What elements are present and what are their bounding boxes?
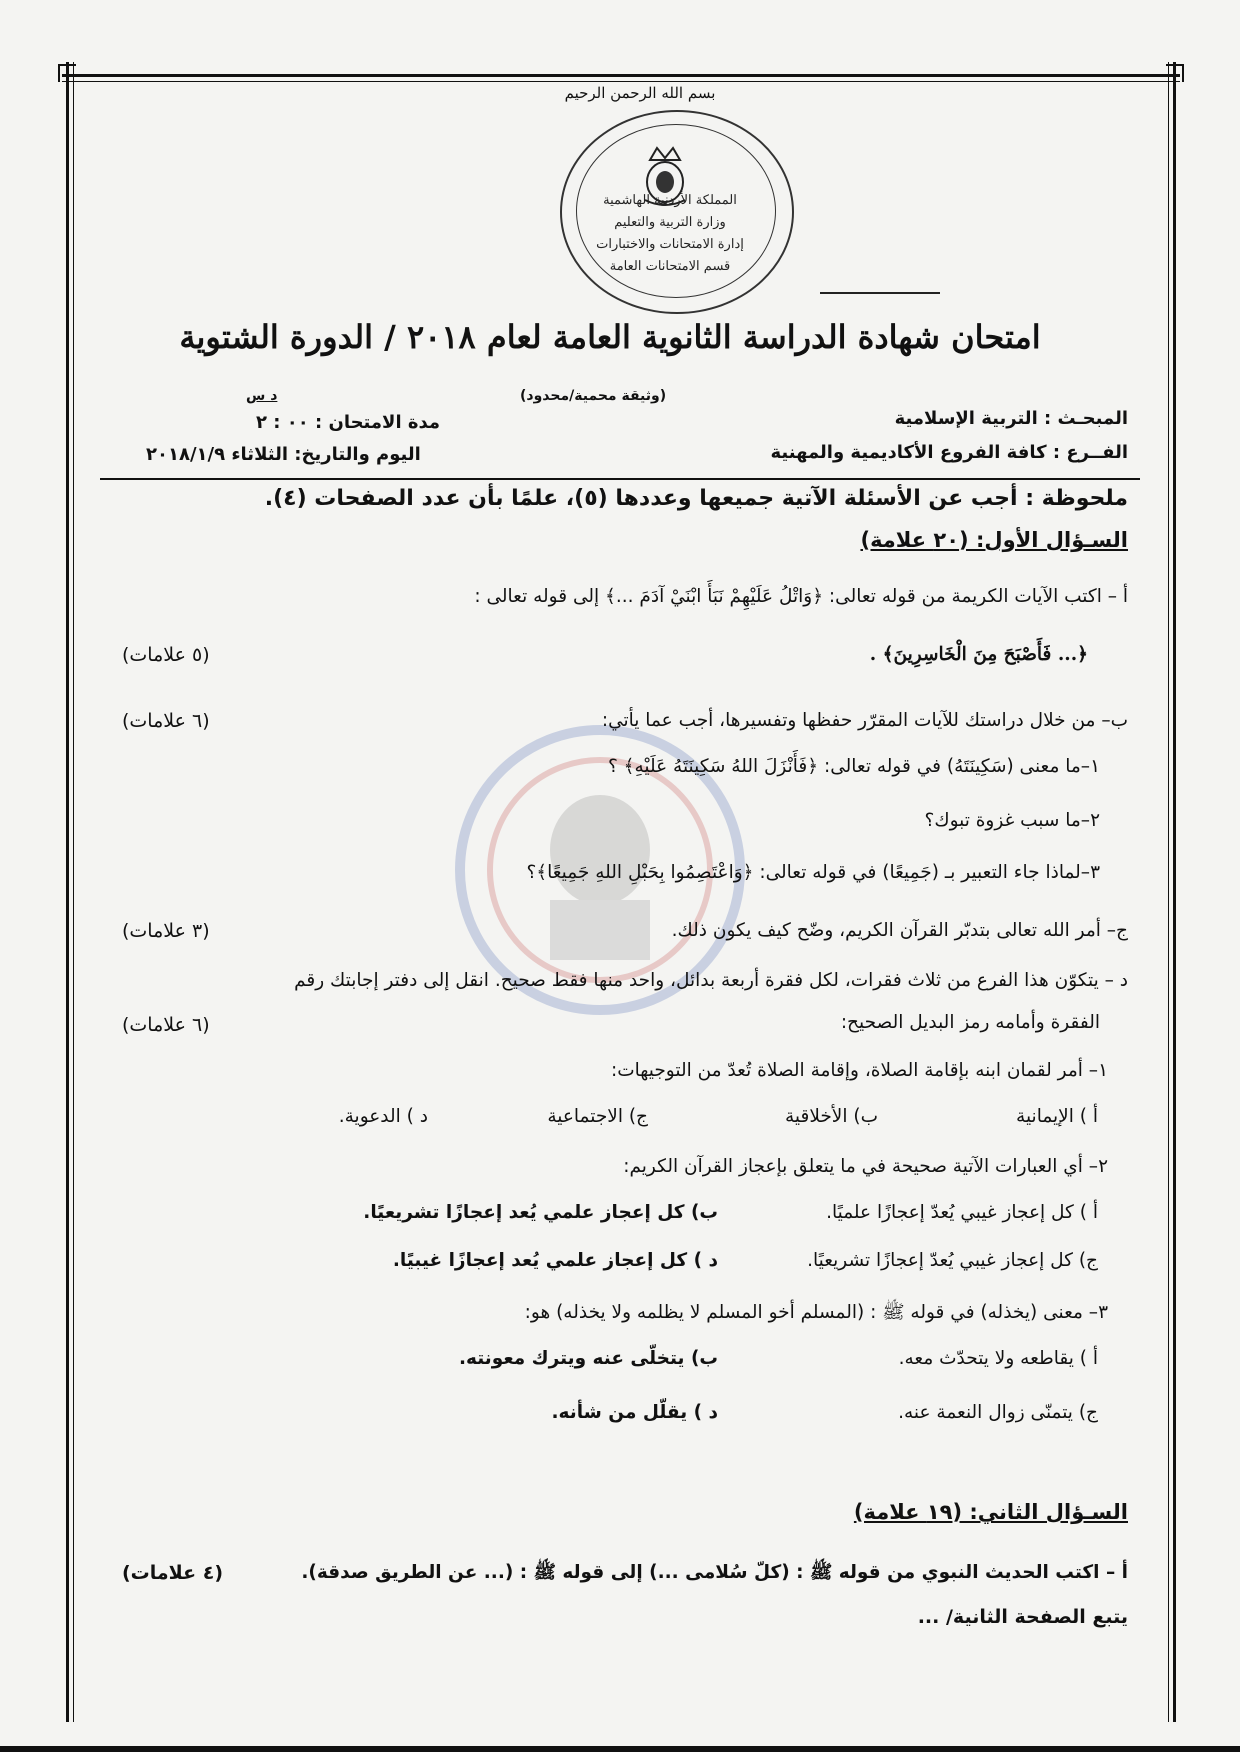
mcq-options xyxy=(128,1250,1128,1282)
duration-units: د س xyxy=(246,388,278,404)
mcq-option: أ ) الإيمانية xyxy=(1016,1106,1098,1127)
mcq-option: د ) كل إعجاز علمي يُعد إعجازًا غيبيًا. xyxy=(392,1250,718,1271)
exam-title: امتحان شهادة الدراسة الثانوية العامة لعام ٢٠١٨ / الدورة الشتوية xyxy=(179,318,1041,356)
mcq-option: أ ) يقاطعه ولا يتحدّث معه. xyxy=(898,1348,1098,1369)
ministry-stamp xyxy=(520,110,830,320)
mcq-option: ب) الأخلاقية xyxy=(784,1106,878,1127)
mcq-option: ب) يتخلّى عنه ويترك معونته. xyxy=(458,1348,718,1369)
mcq-option: أ ) كل إعجاز غيبي يُعدّ إعجازًا علميًا. xyxy=(826,1202,1098,1223)
page-border-bottom xyxy=(0,1746,1240,1752)
mcq-options xyxy=(128,1106,1128,1138)
q2-a-marks: (٤ علامات) xyxy=(122,1562,223,1584)
exam-duration: مدة الامتحان : ٠٠ : ٢ xyxy=(256,412,441,433)
stamp-line: قسم الامتحانات العامة xyxy=(609,259,731,274)
mcq-option: ج) كل إعجاز غيبي يُعدّ إعجازًا تشريعيًا. xyxy=(807,1250,1098,1271)
q1-d-marks: (٦ علامات) xyxy=(122,1014,210,1036)
q1-b-marks: (٦ علامات) xyxy=(122,710,210,732)
instructions-note: ملحوظة : أجب عن الأسئلة الآتية جميعها وعددها (٥)، علمًا بأن عدد الصفحات (٤). xyxy=(264,486,1128,511)
document-classification: (وثيقة محمية/محدود) xyxy=(520,388,667,404)
stamp-line: وزارة التربية والتعليم xyxy=(614,215,726,230)
q1-c-marks: (٣ علامات) xyxy=(122,920,210,942)
question-1-title: السـؤال الأول: (٢٠ علامة) xyxy=(860,528,1128,552)
q2-a-text: أ – اكتب الحديث النبوي من قوله ﷺ : (كلّ سُلامى ...) إلى قوله ﷺ : (... عن الطريق صدقة). xyxy=(301,1562,1128,1583)
continue-footer: يتبع الصفحة الثانية/ ... xyxy=(917,1606,1128,1628)
mcq-stem: ٢– أي العبارات الآتية صحيحة في ما يتعلق بإعجاز القرآن الكريم: xyxy=(623,1156,1108,1177)
stamp-line: إدارة الامتحانات والاختبارات xyxy=(596,237,744,252)
header-divider xyxy=(100,478,1140,480)
basmala: بسم الله الرحمن الرحيم xyxy=(564,84,716,102)
q1-b-item: ٣–لماذا جاء التعبير بـ (جَمِيعًا) في قوله تعالى: ﴿وَاعْتَصِمُوا بِحَبْلِ اللهِ جَمِيعًا﴾؟ xyxy=(526,862,1100,883)
q1-b-item: ١–ما معنى (سَكِينَتَهُ) في قوله تعالى: ﴿فَأَنْزَلَ اللهُ سَكِينَتَهُ عَلَيْهِ﴾ ؟ xyxy=(607,756,1100,777)
mcq-options xyxy=(128,1348,1128,1380)
mcq-option: د ) الدعوية. xyxy=(338,1106,428,1127)
q1-b-item: ٢–ما سبب غزوة تبوك؟ xyxy=(924,810,1100,831)
subject-label: المبحـث : التربية الإسلامية xyxy=(894,408,1128,429)
question-2-title: السـؤال الثاني: (١٩ علامة) xyxy=(853,1500,1128,1524)
q1-c-text: ج– أمر الله تعالى بتدبّر القرآن الكريم، وضّح كيف يكون ذلك. xyxy=(671,920,1128,941)
q1-a-marks: (٥ علامات) xyxy=(122,644,210,666)
stamp-underline xyxy=(820,292,940,294)
q1-a-line1: أ – اكتب الآيات الكريمة من قوله تعالى: ﴿وَاتْلُ عَلَيْهِمْ نَبَأَ ابْنَيْ آدَمَ ...﴾ إلى قوله تعالى : xyxy=(474,586,1128,607)
mcq-stem: ١– أمر لقمان ابنه بإقامة الصلاة، وإقامة الصلاة تُعدّ من التوجيهات: xyxy=(610,1060,1108,1081)
mcq-option: د ) يقلّل من شأنه. xyxy=(551,1402,718,1423)
exam-date: اليوم والتاريخ: الثلاثاء ٢٠١٨/١/٩ xyxy=(146,444,421,465)
stamp-text xyxy=(540,190,800,278)
q1-d-line2: الفقرة وأمامه رمز البديل الصحيح: xyxy=(840,1012,1100,1033)
stamp-line: المملكة الأردنية الهاشمية xyxy=(603,193,737,208)
mcq-options xyxy=(128,1402,1128,1434)
mcq-option: ب) كل إعجاز علمي يُعد إعجازًا تشريعيًا. xyxy=(363,1202,718,1223)
q1-d-line1: د – يتكوّن هذا الفرع من ثلاث فقرات، لكل فقرة أربعة بدائل، واحد منها فقط صحيح. انقل إلى دفتر إجابتك رقم xyxy=(294,970,1128,991)
mcq-stem: ٣– معنى (يخذله) في قوله ﷺ : (المسلم أخو المسلم لا يظلمه ولا يخذله) هو: xyxy=(524,1302,1108,1323)
corner-ornament xyxy=(58,64,76,82)
q1-b-intro: ب– من خلال دراستك للآيات المقرّر حفظها وتفسيرها، أجب عما يأتي: xyxy=(601,710,1128,731)
page-border-top xyxy=(62,74,1180,82)
branch-label: الفــرع : كافة الفروع الأكاديمية والمهنية xyxy=(770,442,1128,463)
corner-ornament xyxy=(1166,64,1184,82)
q1-a-line2: ﴿... فَأَصْبَحَ مِنَ الْخَاسِرِينَ﴾ . xyxy=(869,644,1088,665)
mcq-option: ج) يتمنّى زوال النعمة عنه. xyxy=(898,1402,1098,1423)
mcq-options xyxy=(128,1202,1128,1234)
page-border-left xyxy=(66,62,74,1722)
page-border-right xyxy=(1168,62,1176,1722)
mcq-option: ج) الاجتماعية xyxy=(547,1106,648,1127)
